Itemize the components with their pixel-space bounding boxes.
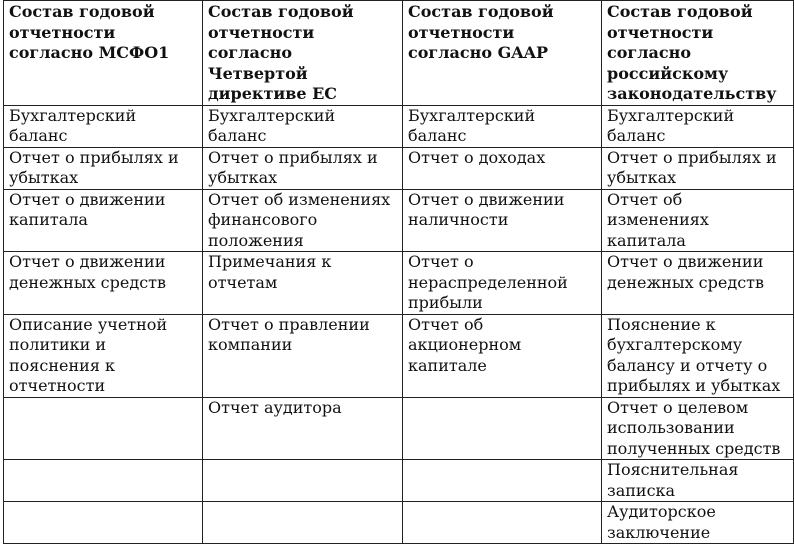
table-cell: Бухгалтерский баланс — [4, 105, 203, 147]
table-row — [4, 252, 794, 315]
table-cell — [403, 502, 602, 544]
header-russian-law: Состав годовой отчетности согласно российскому законодательству — [602, 1, 794, 106]
table-cell — [4, 397, 203, 460]
table-cell: Пояснительная записка — [602, 460, 794, 502]
table-cell: Отчет о целевом использовании полученных средств — [602, 397, 794, 460]
table-cell: Бухгалтерский баланс — [403, 105, 602, 147]
table-cell: Отчет аудитора — [203, 397, 403, 460]
table-cell: Отчет о движении денежных средств — [4, 252, 203, 315]
table-cell: Отчет об акционерном капитале — [403, 314, 602, 397]
table-cell: Отчет об изменениях финансового положения — [203, 189, 403, 252]
table-cell: Бухгалтерский баланс — [602, 105, 794, 147]
table-cell: Отчет о прибылях и убытках — [602, 147, 794, 189]
table-cell: Описание учетной политики и пояснения к отчетности — [4, 314, 203, 397]
table-cell — [203, 460, 403, 502]
table-row — [4, 314, 794, 397]
table-cell — [4, 502, 203, 544]
header-gaap: Состав годовой отчетности согласно GAAP — [403, 1, 602, 106]
table-row — [4, 397, 794, 460]
table-cell: Отчет о доходах — [403, 147, 602, 189]
table-cell: Отчет о нераспределенной прибыли — [403, 252, 602, 315]
table-cell — [203, 502, 403, 544]
table-cell: Аудиторское заключение — [602, 502, 794, 544]
table-header-row — [4, 1, 794, 106]
table-cell: Отчет о движении капитала — [4, 189, 203, 252]
table-cell: Отчет об изменениях капитала — [602, 189, 794, 252]
table-cell: Пояснение к бухгалтерскому балансу и отчету о прибылях и убытках — [602, 314, 794, 397]
table-cell: Отчет о правлении компании — [203, 314, 403, 397]
table-cell: Отчет о прибылях и убытках — [203, 147, 403, 189]
reporting-comparison-table — [3, 0, 794, 544]
table-cell: Бухгалтерский баланс — [203, 105, 403, 147]
header-eu-fourth-directive: Состав годовой отчетности согласно Четвертой директиве ЕС — [203, 1, 403, 106]
table-row — [4, 502, 794, 544]
table-row — [4, 105, 794, 147]
table-row — [4, 147, 794, 189]
table-cell: Отчет о движении наличности — [403, 189, 602, 252]
table-cell — [4, 460, 203, 502]
table-cell: Отчет о прибылях и убытках — [4, 147, 203, 189]
table-cell — [403, 397, 602, 460]
table-row — [4, 189, 794, 252]
table-cell — [403, 460, 602, 502]
header-ifrs: Состав годовой отчетности согласно МСФО1 — [4, 1, 203, 106]
table-cell: Примечания к отчетам — [203, 252, 403, 315]
table-cell: Отчет о движении денежных средств — [602, 252, 794, 315]
table-row — [4, 460, 794, 502]
